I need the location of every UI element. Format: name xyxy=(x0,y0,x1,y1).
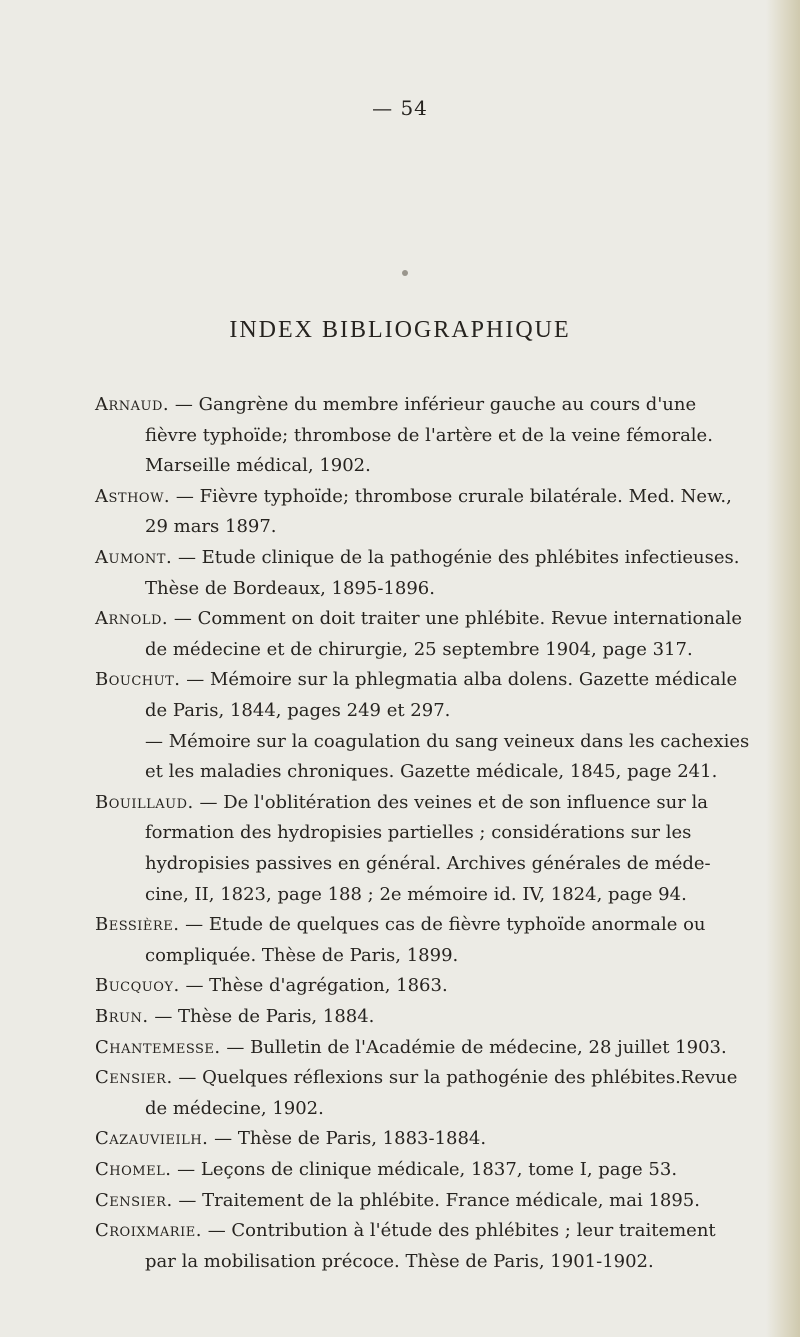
entry-text: de médecine et de chirurgie, 25 septembre 1904, page 317. xyxy=(145,638,693,660)
entry-line xyxy=(95,1002,752,1033)
entry-line xyxy=(95,512,752,543)
entry-line xyxy=(95,574,752,605)
entry-line xyxy=(95,849,752,880)
bibliography-entry xyxy=(95,1186,752,1217)
entry-author: Arnaud. xyxy=(95,394,170,415)
entry-text: — Thèse de Paris, 1883-1884. xyxy=(214,1128,487,1150)
bibliography-entry xyxy=(95,910,752,971)
bibliography-entry xyxy=(95,727,752,788)
entry-text: — Mémoire sur la coagulation du sang veineux dans les cachexies xyxy=(145,730,750,752)
entry-author: Croixmarie. xyxy=(95,1220,202,1242)
entry-line xyxy=(95,451,752,482)
entry-author: Bucquoy. xyxy=(95,975,180,997)
entry-text: et les maladies chroniques. Gazette médicale, 1845, page 241. xyxy=(145,761,718,783)
entry-text: cine, II, 1823, page 188 ; 2e mémoire id. IV, 1824, page 94. xyxy=(145,883,687,905)
entry-line xyxy=(95,757,752,788)
entry-text: — Etude de quelques cas de fièvre typhoïde anormale ou xyxy=(185,914,706,936)
entry-line xyxy=(95,635,752,666)
entry-author: Censier. xyxy=(95,1189,173,1211)
bibliography-entry xyxy=(95,971,752,1002)
bibliography-entry xyxy=(95,390,752,482)
entry-author: Censier. xyxy=(95,1067,173,1089)
bibliography-entry xyxy=(95,1002,752,1033)
bibliography-entry xyxy=(95,543,752,604)
entry-line xyxy=(95,1155,752,1186)
entry-text: — Fièvre typhoïde; thrombose crurale bilatérale. Med. New., xyxy=(175,485,732,507)
bibliography-entry xyxy=(95,1124,752,1155)
entry-line xyxy=(95,880,752,911)
entry-line xyxy=(95,788,752,819)
ink-dot xyxy=(402,270,408,276)
entry-line xyxy=(95,421,752,452)
entry-text: fièvre typhoïde; thrombose de l'artère et de la veine fémorale. xyxy=(145,424,713,446)
entry-line xyxy=(95,1124,752,1155)
entry-text: par la mobilisation précoce. Thèse de Paris, 1901-1902. xyxy=(145,1250,654,1272)
entry-text: 29 mars 1897. xyxy=(145,516,277,538)
entry-author: Bouchut. xyxy=(95,669,181,691)
entry-author: Bessière. xyxy=(95,914,180,936)
entry-author: Brun. xyxy=(95,1006,149,1027)
page-number: — 54 xyxy=(372,96,428,120)
bibliography-entry xyxy=(95,1216,752,1277)
entry-text: de Paris, 1844, pages 249 et 297. xyxy=(145,699,451,721)
bibliography-entry xyxy=(95,1063,752,1124)
entry-text: — Etude clinique de la pathogénie des phlébites infectieuses. xyxy=(177,547,740,568)
entry-text: formation des hydropisies partielles ; considérations sur les xyxy=(145,822,692,844)
entry-line xyxy=(95,941,752,972)
entry-line xyxy=(95,665,752,696)
entry-line xyxy=(95,482,752,513)
entry-text: — Thèse de Paris, 1884. xyxy=(154,1006,375,1027)
entry-text: de médecine, 1902. xyxy=(145,1097,324,1119)
entry-author: Cazauvieilh. xyxy=(95,1128,209,1150)
entry-line xyxy=(95,1094,752,1125)
page-title: INDEX BIBLIOGRAPHIQUE xyxy=(229,317,571,343)
entry-author: Chantemesse. xyxy=(95,1036,221,1058)
entry-text: — Mémoire sur la phlegmatia alba dolens. Gazette médicale xyxy=(186,669,738,691)
entry-text: — Bulletin de l'Académie de médecine, 28 juillet 1903. xyxy=(226,1036,727,1058)
bibliography-entry xyxy=(95,604,752,665)
entry-line xyxy=(95,543,752,574)
entry-author: Asthow. xyxy=(95,485,171,507)
entry-author: Arnold. xyxy=(95,608,169,630)
entry-text: — Quelques réflexions sur la pathogénie des phlébites.Revue xyxy=(178,1067,738,1089)
page-edge-shadow xyxy=(766,0,800,1337)
entry-line xyxy=(95,1216,752,1247)
entry-line xyxy=(95,818,752,849)
entry-line xyxy=(95,1063,752,1094)
entry-line xyxy=(95,971,752,1002)
entry-author: Chomel. xyxy=(95,1159,172,1180)
entry-line xyxy=(95,727,752,758)
entry-line xyxy=(95,696,752,727)
entry-line xyxy=(95,910,752,941)
entry-line xyxy=(95,390,752,421)
entry-text: compliquée. Thèse de Paris, 1899. xyxy=(145,944,459,966)
entry-author: Bouillaud. xyxy=(95,791,194,813)
entry-line xyxy=(95,1033,752,1064)
entry-text: Marseille médical, 1902. xyxy=(145,455,371,477)
bibliography-entry xyxy=(95,788,752,910)
entry-text: — Thèse d'agrégation, 1863. xyxy=(185,975,448,997)
entry-text: — Contribution à l'étude des phlébites ; leur traitement xyxy=(207,1220,716,1242)
entry-text: — Comment on doit traiter une phlébite. Revue internationale xyxy=(173,608,743,630)
bibliography-entry xyxy=(95,665,752,726)
entry-text: Thèse de Bordeaux, 1895-1896. xyxy=(145,577,435,599)
entry-line xyxy=(95,1247,752,1278)
bibliography-entry xyxy=(95,1155,752,1186)
entry-author: Aumont. xyxy=(95,547,173,568)
bibliography-entry xyxy=(95,482,752,543)
entry-text: — Leçons de clinique médicale, 1837, tome I, page 53. xyxy=(177,1159,678,1180)
entry-text: — De l'oblitération des veines et de son influence sur la xyxy=(199,791,709,813)
entry-text: — Traitement de la phlébite. France médicale, mai 1895. xyxy=(178,1189,700,1211)
bibliography-entry xyxy=(95,1033,752,1064)
entry-text: hydropisies passives en général. Archives générales de méde- xyxy=(145,852,711,874)
entry-line xyxy=(95,604,752,635)
entry-line xyxy=(95,1186,752,1217)
entry-text: — Gangrène du membre inférieur gauche au cours d'une xyxy=(174,394,697,415)
